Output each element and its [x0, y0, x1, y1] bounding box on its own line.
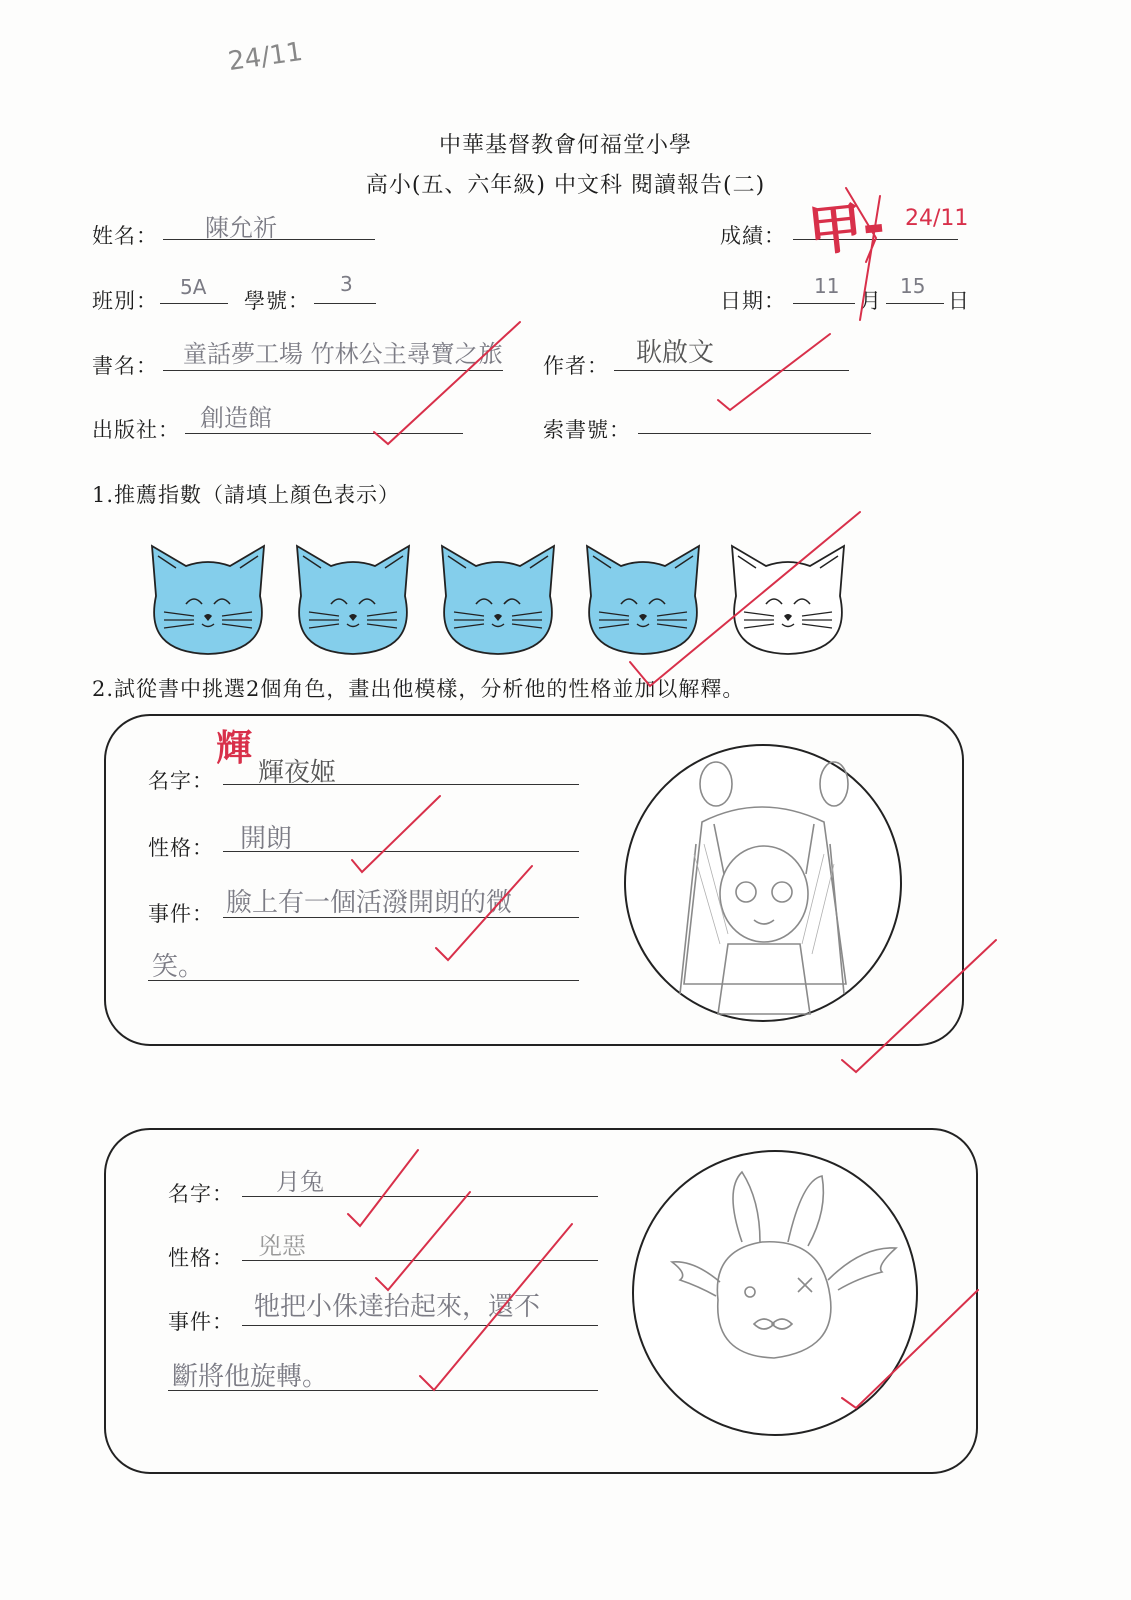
- publisher-value: 創造館: [200, 404, 272, 432]
- author-value: 耿啟文: [636, 338, 715, 368]
- callno-label: 索書號：: [543, 418, 631, 442]
- char2-name-label: 名字：: [168, 1182, 234, 1206]
- grade-note: 24/11: [905, 206, 969, 231]
- char1-correction: 輝: [216, 728, 253, 769]
- char2-event-line1-text: 牠把小侏達抬起來，還不: [254, 1292, 541, 1322]
- char2-event-label: 事件：: [168, 1310, 234, 1334]
- corner-note: 24/11: [226, 36, 305, 78]
- char2-event-line2-text: 斷將他旋轉。: [172, 1362, 329, 1392]
- char2-personality-label: 性格：: [168, 1246, 234, 1270]
- name-value: 陳允祈: [205, 214, 277, 242]
- char1-personality-label: 性格：: [148, 836, 214, 860]
- grade-label: 成績：: [720, 224, 786, 248]
- class-label: 班別：: [92, 289, 158, 313]
- school-title: 中華基督教會何福堂小學: [438, 133, 692, 158]
- char1-event-line1-text: 臉上有一個活潑開朗的微: [226, 888, 513, 918]
- number-label: 學號：: [244, 289, 310, 313]
- char2-name: 月兔: [276, 1168, 324, 1196]
- char1-event-line2-text: 笑。: [152, 952, 205, 982]
- date-day: 15: [900, 274, 926, 298]
- char1-event-label: 事件：: [148, 902, 214, 926]
- publisher-label: 出版社：: [92, 418, 180, 442]
- report-subtitle: 高小(五、六年級) 中文科 閱讀報告(二): [365, 173, 766, 198]
- book-label: 書名：: [92, 354, 158, 378]
- month-label: 月: [860, 289, 882, 313]
- author-label: 作者：: [543, 354, 609, 378]
- date-label: 日期：: [720, 289, 786, 313]
- day-label: 日: [948, 289, 970, 313]
- number-value: 3: [340, 272, 353, 296]
- grade-value: 甲-: [805, 193, 888, 264]
- book-value: 童話夢工場 竹林公主尋寶之旅: [183, 340, 503, 368]
- name-label: 姓名：: [92, 224, 158, 248]
- q1-text: 1.推薦指數（請填上顏色表示）: [92, 483, 401, 507]
- char2-personality: 兇惡: [258, 1232, 306, 1260]
- char1-name: 輝夜姬: [258, 758, 337, 788]
- char1-personality: 開朗: [240, 824, 293, 854]
- date-month: 11: [814, 274, 840, 298]
- class-value: 5A: [180, 275, 207, 299]
- q2-text: 2.試從書中挑選2個角色，畫出他模樣，分析他的性格並加以解釋。: [92, 677, 745, 701]
- char1-name-label: 名字：: [148, 769, 214, 793]
